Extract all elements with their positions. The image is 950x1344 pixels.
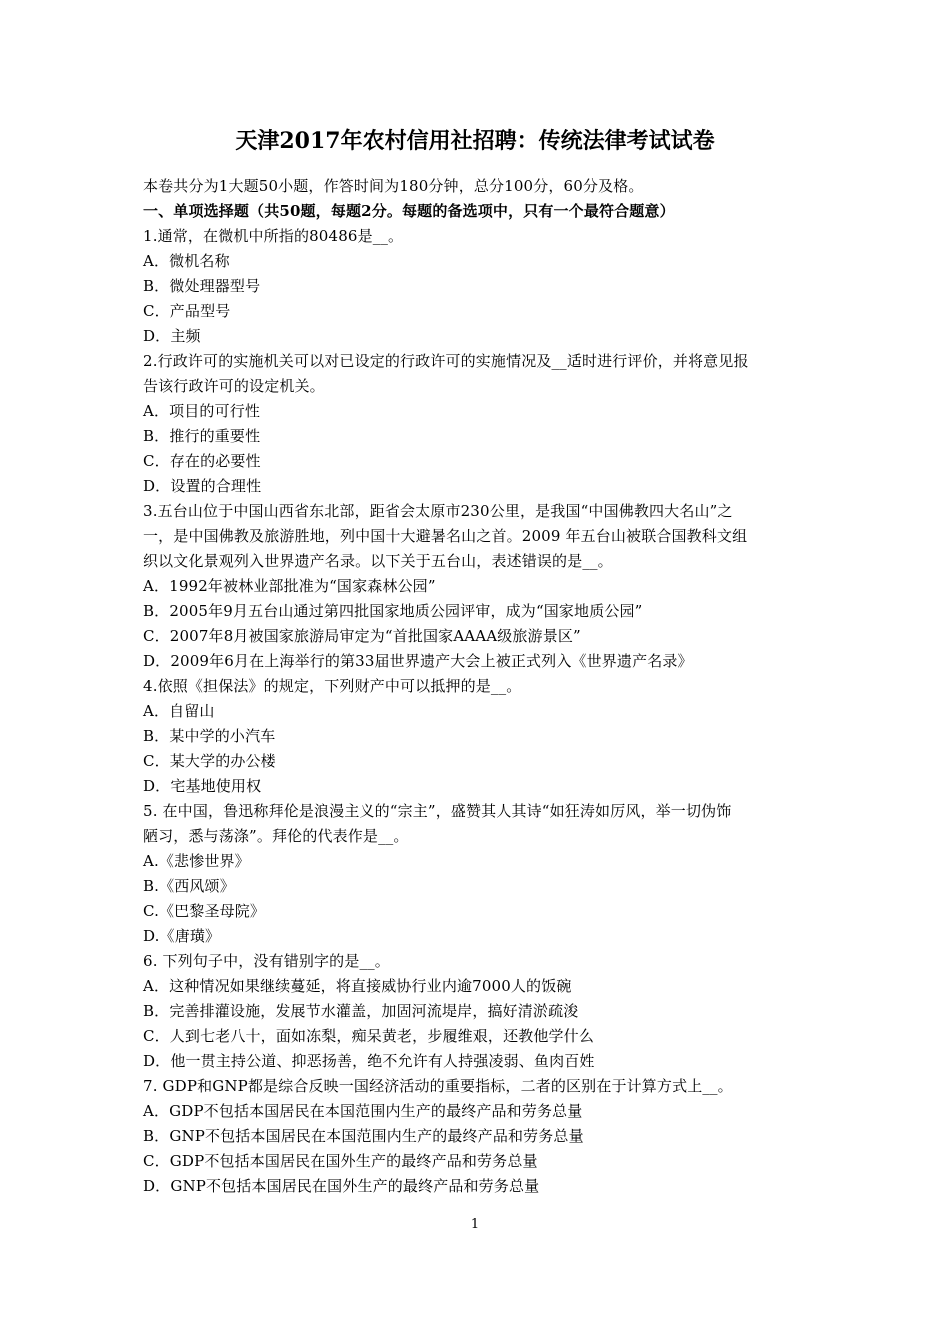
section-heading: 一、单项选择题（共50题，每题2分。每题的备选项中，只有一个最符合题意） <box>143 202 675 220</box>
text-line: 7. GDP和GNP都是综合反映一国经济活动的重要指标，二者的区别在于计算方式上__。 <box>143 1077 733 1095</box>
text-line: C.《巴黎圣母院》 <box>143 902 266 920</box>
text-line: B．2005年9月五台山通过第四批国家地质公园评审，成为“国家地质公园” <box>143 602 643 620</box>
text-line: A．这种情况如果继续蔓延，将直接威协行业内逾7000人的饭碗 <box>143 977 572 995</box>
text-line: 陋习，悉与荡涤”。拜伦的代表作是__。 <box>143 827 409 845</box>
text-line: B．微处理器型号 <box>143 277 261 295</box>
text-line: 6. 下列句子中，没有错别字的是__。 <box>143 952 390 970</box>
document-body <box>143 174 815 1199</box>
text-line: B．某中学的小汽车 <box>143 727 276 745</box>
text-line: C．产品型号 <box>143 302 231 320</box>
text-line: D．宅基地使用权 <box>143 777 262 795</box>
text-line: C．2007年8月被国家旅游局审定为“首批国家AAAA级旅游景区” <box>143 627 581 645</box>
text-line: D．设置的合理性 <box>143 477 262 495</box>
text-line: 4.依照《担保法》的规定，下列财产中可以抵押的是__。 <box>143 677 522 695</box>
text-line: A．1992年被林业部批准为“国家森林公园” <box>143 577 436 595</box>
text-line: B．完善排灌设施，发展节水灌盖，加固河流堤岸，搞好清淤疏浚 <box>143 1002 579 1020</box>
text-line: 5. 在中国，鲁迅称拜伦是浪漫主义的“宗主”，盛赞其人其诗“如狂涛如厉风，举一切伪饰 <box>143 802 732 820</box>
text-line: 告该行政许可的设定机关。 <box>143 377 325 395</box>
text-line: D．2009年6月在上海举行的第33届世界遗产大会上被正式列入《世界遗产名录》 <box>143 652 693 670</box>
text-line: D．主频 <box>143 327 201 345</box>
text-line: A．微机名称 <box>143 252 230 270</box>
text-line: C．存在的必要性 <box>143 452 261 470</box>
text-line: B．推行的重要性 <box>143 427 261 445</box>
text-line: 3.五台山位于中国山西省东北部，距省会太原市230公里，是我国“中国佛教四大名山”之 <box>143 502 733 520</box>
text-line: A．GDP不包括本国居民在本国范围内生产的最终产品和劳务总量 <box>143 1102 583 1120</box>
text-line: D．GNP不包括本国居民在国外生产的最终产品和劳务总量 <box>143 1177 540 1195</box>
text-line: D．他一贯主持公道、抑恶扬善，绝不允许有人持强凌弱、鱼肉百姓 <box>143 1052 595 1070</box>
text-line: A．项目的可行性 <box>143 402 261 420</box>
page-number: 1 <box>470 1217 480 1232</box>
exam-intro: 本卷共分为1大题50小题，作答时间为180分钟，总分100分，60分及格。 <box>143 177 644 195</box>
document-title: 天津2017年农村信用社招聘：传统法律考试试卷 <box>235 128 715 154</box>
text-line: A．自留山 <box>143 702 215 720</box>
text-line: 2.行政许可的实施机关可以对已设定的行政许可的实施情况及__适时进行评价，并将意见报 <box>143 352 749 370</box>
text-line: B．GNP不包括本国居民在本国范围内生产的最终产品和劳务总量 <box>143 1127 584 1145</box>
text-line: D.《唐璜》 <box>143 927 221 945</box>
text-line: C．人到七老八十，面如冻梨，痴呆黄老，步履维艰，还教他学什么 <box>143 1027 594 1045</box>
text-line: B.《西风颂》 <box>143 877 235 895</box>
text-line: A.《悲惨世界》 <box>143 852 250 870</box>
text-line: C．某大学的办公楼 <box>143 752 276 770</box>
text-line: C．GDP不包括本国居民在国外生产的最终产品和劳务总量 <box>143 1152 538 1170</box>
text-line: 织以文化景观列入世界遗产名录。以下关于五台山，表述错误的是__。 <box>143 552 613 570</box>
text-line: 1.通常，在微机中所指的80486是__。 <box>143 227 404 245</box>
text-line: 一，是中国佛教及旅游胜地，列中国十大避暑名山之首。2009 年五台山被联合国教科文组 <box>143 527 748 545</box>
